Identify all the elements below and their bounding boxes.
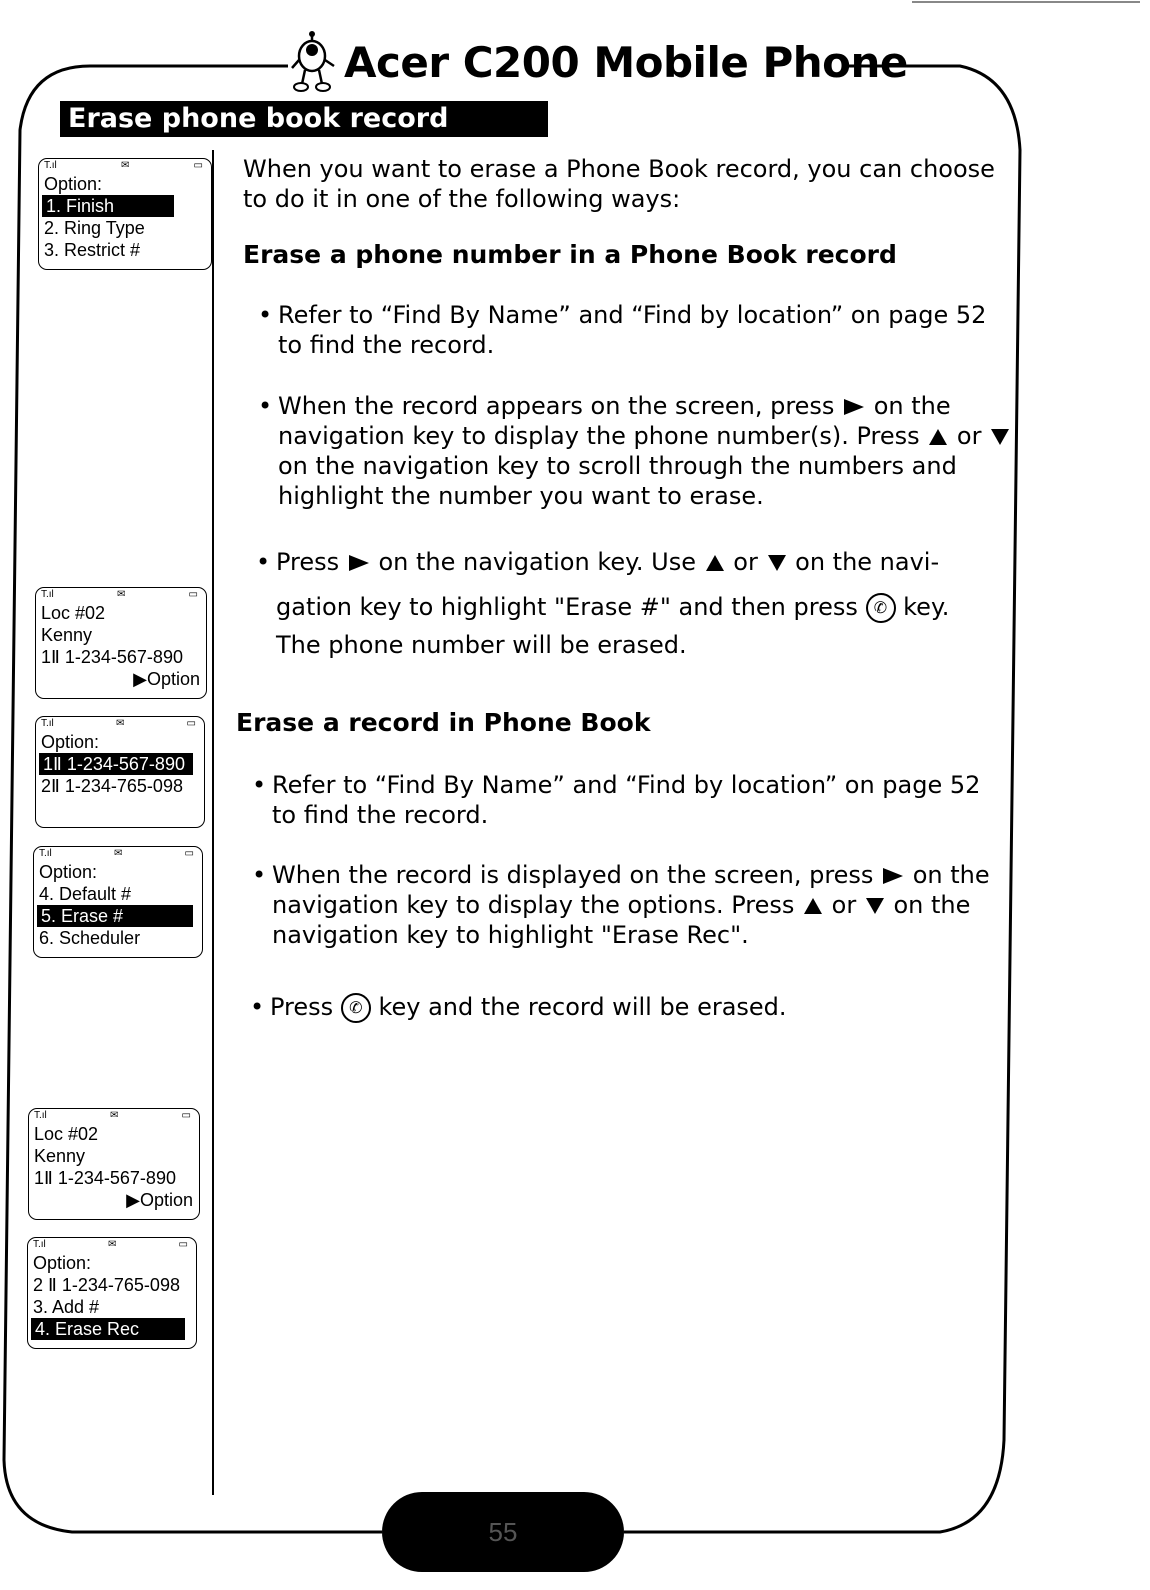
signal-icon: T.ıl xyxy=(41,589,54,600)
list-item: • Press ✆ key and the record will be erased. xyxy=(250,993,787,1021)
right-arrow-icon xyxy=(842,397,866,417)
phone-screen-number-select xyxy=(35,716,205,828)
bullet-text: navigation key to highlight "Erase Rec". xyxy=(272,921,749,949)
battery-icon: ▭ xyxy=(193,160,203,171)
up-arrow-icon xyxy=(704,553,726,573)
screen-line: ▶Option xyxy=(133,669,200,689)
list-item: • Refer to “Find By Name” and “Find by location” on page 52 to find the record. xyxy=(252,771,981,829)
bullet-text: on the navigation key. Use xyxy=(378,548,697,576)
list-item: • When the record is displayed on the screen, press on the navigation key to display the options. Press or on the navigation key to highlight "Erase Rec". xyxy=(252,861,990,949)
phone-screen-erase-number xyxy=(33,846,203,958)
signal-icon: T.ıl xyxy=(39,848,52,859)
message-icon: ✉ xyxy=(115,718,125,729)
battery-icon: ▭ xyxy=(181,1110,191,1121)
message-icon: ✉ xyxy=(113,848,123,859)
phone-status-bar xyxy=(34,1109,199,1123)
up-arrow-icon xyxy=(927,427,949,447)
screen-line: ▶Option xyxy=(126,1190,193,1210)
bullet-text: on the navigation key to scroll through the numbers and xyxy=(278,452,957,480)
battery-icon: ▭ xyxy=(178,1239,188,1250)
screen-line: 3. Add # xyxy=(33,1297,100,1317)
screen-line: Option: xyxy=(41,732,100,752)
screen-line-highlighted: 5. Erase # xyxy=(37,905,193,927)
down-arrow-icon xyxy=(989,427,1011,447)
screen-line: Option: xyxy=(39,862,98,882)
bullet-text: key and the record will be erased. xyxy=(378,993,787,1021)
bullet-text: or xyxy=(831,891,857,919)
phone-status-bar xyxy=(41,588,206,602)
screen-line: 1Ⅱ 1-234-567-890 xyxy=(34,1168,176,1188)
screen-line: 3. Restrict # xyxy=(44,240,141,260)
bullet-text: on the xyxy=(873,392,951,420)
section-title: Erase phone book record xyxy=(60,101,548,137)
bullet-text: on the xyxy=(893,891,971,919)
screen-line: Option: xyxy=(33,1253,92,1273)
call-key-icon: ✆ xyxy=(866,593,896,623)
down-arrow-icon xyxy=(864,896,886,916)
bullet-text: gation key to highlight "Erase #" and then press xyxy=(276,593,858,621)
bullet-text: highlight the number you want to erase. xyxy=(278,482,764,510)
screen-line: Loc #02 xyxy=(41,603,106,623)
list-item: • Refer to “Find By Name” and “Find by location” on page 52 to find the record. xyxy=(258,301,987,359)
signal-icon: T.ıl xyxy=(44,160,57,171)
column-divider xyxy=(212,150,214,1495)
bullet-text: on the navi- xyxy=(795,548,940,576)
page-number: 55 xyxy=(382,1492,624,1572)
down-arrow-icon xyxy=(766,553,788,573)
right-arrow-icon xyxy=(881,866,905,886)
phone-screen-erase-record xyxy=(27,1237,197,1349)
list-item: • When the record appears on the screen, press on the navigation key to display the phone number(s). Press or on the navigation key to scroll through the numbers and highlight the number you want to erase. xyxy=(258,391,1018,511)
screen-line-highlighted: 1. Finish xyxy=(42,195,174,217)
bullet-text: or xyxy=(956,422,982,450)
screen-line: Kenny xyxy=(41,625,93,645)
battery-icon: ▭ xyxy=(188,589,198,600)
screen-line: Loc #02 xyxy=(34,1124,99,1144)
message-icon: ✉ xyxy=(120,160,130,171)
phone-screen-option-menu xyxy=(38,158,212,270)
message-icon: ✉ xyxy=(107,1239,117,1250)
signal-icon: T.ıl xyxy=(34,1110,47,1121)
screen-line-highlighted: 1Ⅱ 1-234-567-890 xyxy=(39,753,193,775)
bullet-text: Refer to “Find By Name” and “Find by location” on page 52 to find the record. xyxy=(278,301,987,359)
bullet-text: navigation key to display the options. Press xyxy=(272,891,795,919)
bullet-text: Refer to “Find By Name” and “Find by location” on page 52 to find the record. xyxy=(272,771,981,829)
bullet-text: When the record appears on the screen, press xyxy=(278,392,835,420)
screen-line: 2 Ⅱ 1-234-765-098 xyxy=(33,1275,180,1295)
intro-paragraph: When you want to erase a Phone Book record, you can choose to do it in one of the following ways: xyxy=(243,155,995,213)
battery-icon: ▭ xyxy=(186,718,196,729)
battery-icon: ▭ xyxy=(184,848,194,859)
phone-status-bar xyxy=(41,717,204,731)
phone-status-bar xyxy=(44,159,211,173)
call-key-icon: ✆ xyxy=(341,993,371,1023)
sub-heading-erase-number: Erase a phone number in a Phone Book record xyxy=(243,240,897,269)
bullet-text: When the record is displayed on the screen, press xyxy=(272,861,874,889)
page-header xyxy=(290,30,908,94)
bullet-text: Press xyxy=(270,993,334,1021)
phone-screen-record xyxy=(35,587,207,699)
signal-icon: T.ıl xyxy=(41,718,54,729)
bullet-text: navigation key to display the phone number(s). Press xyxy=(278,422,920,450)
screen-line: 6. Scheduler xyxy=(39,928,141,948)
screen-line: Option: xyxy=(44,174,103,194)
phone-screen-record-2 xyxy=(28,1108,200,1220)
bullet-text: Press xyxy=(276,548,340,576)
page-title: Acer C200 Mobile Phone xyxy=(344,37,908,87)
screen-line: 4. Default # xyxy=(39,884,132,904)
phone-status-bar xyxy=(33,1238,196,1252)
phone-status-bar xyxy=(39,847,202,861)
bullet-text: key. xyxy=(903,593,950,621)
screen-line: Kenny xyxy=(34,1146,86,1166)
robot-mascot-icon xyxy=(290,30,336,94)
bullet-text: or xyxy=(733,548,758,576)
message-icon: ✉ xyxy=(116,589,126,600)
list-item: • Press on the navigation key. Use or on the navi- gation key to highlight "Erase #" and then press ✆ key. The phone number will be erased. xyxy=(256,540,1016,660)
right-arrow-icon xyxy=(347,553,371,573)
message-icon: ✉ xyxy=(109,1110,119,1121)
screen-line: 1Ⅱ 1-234-567-890 xyxy=(41,647,183,667)
screen-line: 2Ⅱ 1-234-765-098 xyxy=(41,776,183,796)
bullet-text: The phone number will be erased. xyxy=(276,631,687,659)
bullet-text: on the xyxy=(912,861,990,889)
up-arrow-icon xyxy=(802,896,824,916)
sub-heading-erase-record: Erase a record in Phone Book xyxy=(236,708,651,737)
signal-icon: T.ıl xyxy=(33,1239,46,1250)
screen-line: 2. Ring Type xyxy=(44,218,145,238)
screen-line-highlighted: 4. Erase Rec xyxy=(31,1318,185,1340)
